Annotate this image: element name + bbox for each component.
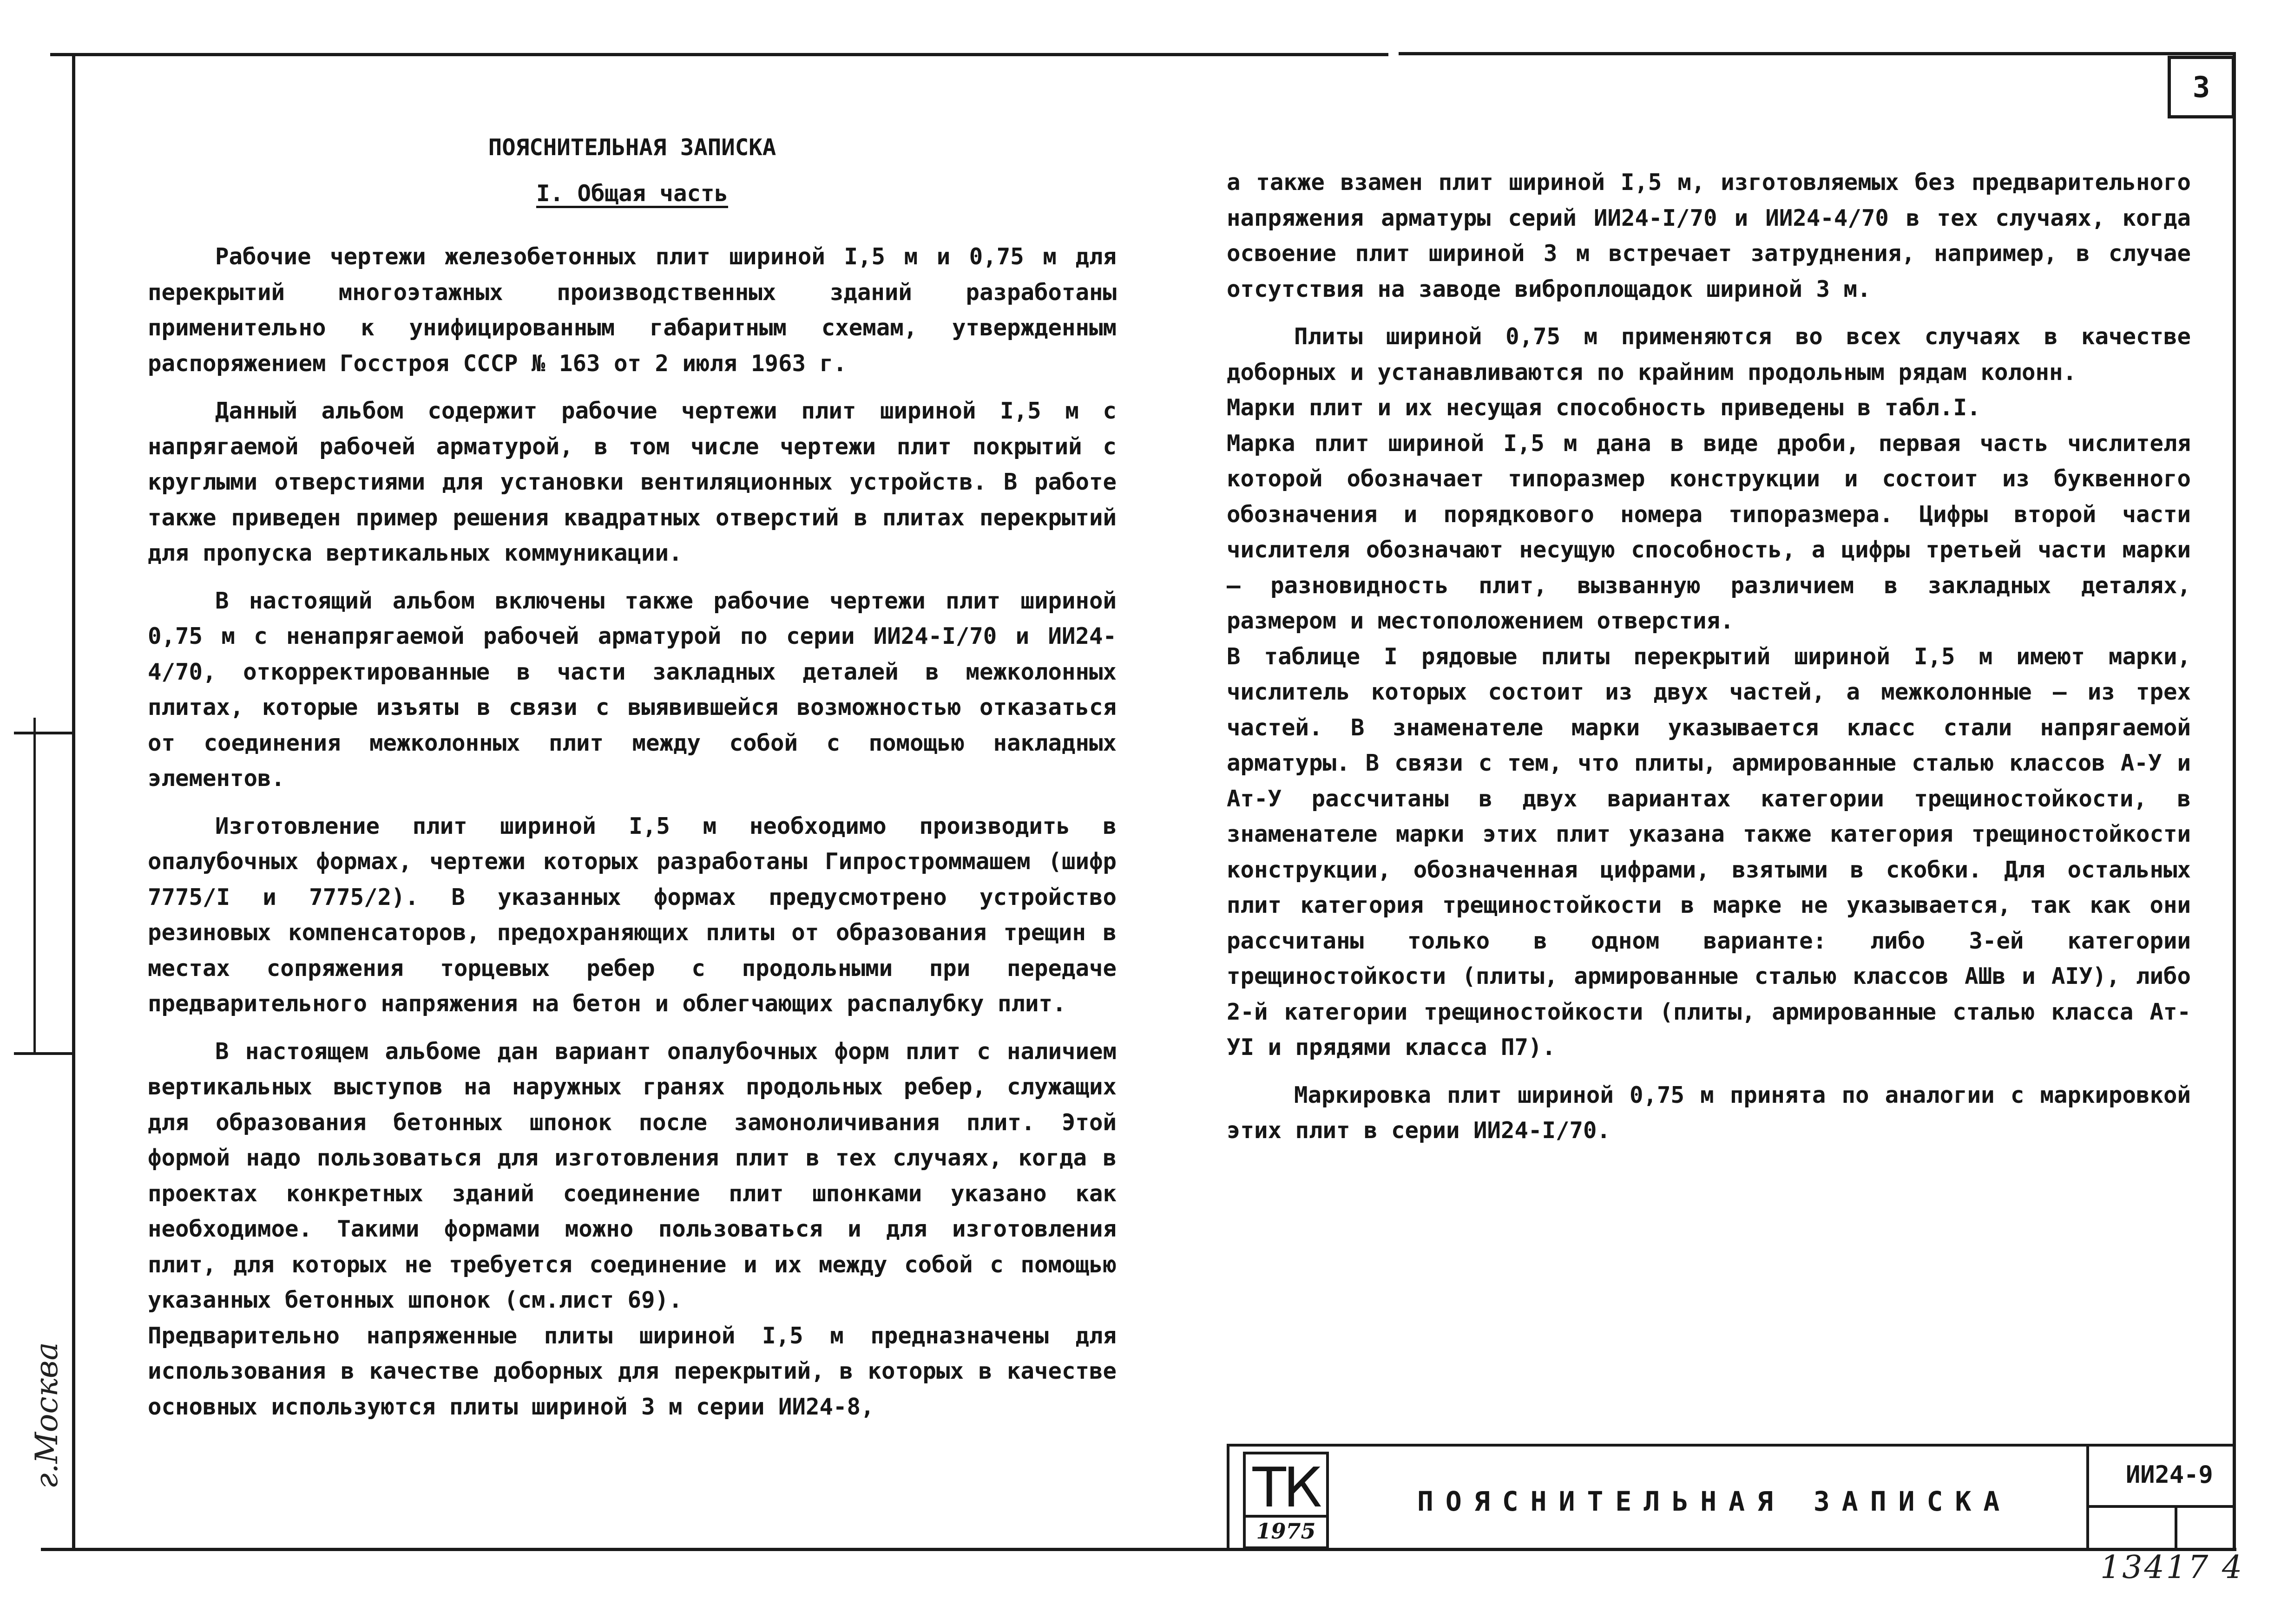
title-block-divider xyxy=(2086,1444,2089,1550)
logo-letters: ТК xyxy=(1252,1455,1320,1519)
margin-tick xyxy=(14,1052,74,1055)
paragraph: Данный альбом содержит рабочие чертежи плит шириной I,5 м с напрягаемой рабочей арматурой, в том числе чертежи плит покрытий с круглыми отверстиями для установки вентиляционных устройств. В работе также приведен пример решения квадратных отверстий в плитах перекрытий для пропуска вертикальных коммуникации. xyxy=(148,398,1117,566)
margin-tick xyxy=(14,732,74,734)
margin-tick xyxy=(33,718,36,1052)
left-column xyxy=(148,130,1117,1425)
paragraph: Марки плит и их несущая способность приведены в табл.I. xyxy=(1227,394,1981,421)
paragraph: Предварительно напряженные плиты шириной I,5 м предназначены для использования в качестве доборных для перекрытий, в которых в качестве основных используются плиты шириной 3 м серии ИИ24-8, xyxy=(148,1322,1117,1420)
frame-top-line-right xyxy=(1399,52,2235,55)
frame-left-line xyxy=(72,53,75,1551)
series-code: ИИ24-9 xyxy=(2126,1461,2213,1489)
paragraph: Рабочие чертежи железобетонных плит шириной I,5 м и 0,75 м для перекрытий многоэтажных производственных зданий разработаны применительно к унифицированным габаритным схемам, утвержденным распоряжением Госстроя СССР № 163 от 2 июля 1963 г. xyxy=(148,243,1117,377)
paragraph: В таблице I рядовые плиты перекрытий шириной I,5 м имеют марки, числитель которых состоит из двух частей, а межколонные – из трех частей. В знаменателе марки указывается класс стали напрягаемой арматуры. В связи с тем, что плиты, армированные сталью классов А-У и Ат-У рассчитаны в двух вариантах категории трещиностойкости, в знаменателе марки этих плит указана также категория трещиностойкости конструкции, обозначенная цифрами, взятыми в скобки. Для остальных плит категория трещиностойкости в марке не указывается, так как они рассчитаны только в одном варианте: либо 3-ей категории трещиностойкости (плиты, армированные сталью классов АШв и АIУ), либо 2-й категории трещиностойкости (плиты, армированные сталью класса Ат-УI и прядями класса П7). xyxy=(1227,643,2191,1061)
stamp-title: ПОЯСНИТЕЛЬНАЯ ЗАПИСКА xyxy=(1417,1486,2012,1517)
title-block-divider xyxy=(2086,1505,2236,1508)
tk-logo xyxy=(1243,1452,1329,1549)
frame-right-line xyxy=(2233,52,2236,1550)
frame-bottom-line xyxy=(41,1548,2236,1551)
paragraph: Маркировка плит шириной 0,75 м принята по аналогии с маркировкой этих плит в серии ИИ24-I/70. xyxy=(1227,1081,2191,1144)
title-block-left-line xyxy=(1227,1444,1229,1550)
page-title: ПОЯСНИТЕЛЬНАЯ ЗАПИСКА xyxy=(488,134,776,161)
paragraph: Изготовление плит шириной I,5 м необходимо производить в опалубочных формах, чертежи которых разработаны Гипростроммашем (шифр 7775/I и 7775/2). В указанных формах предусмотрено устройство резиновых компенсаторов, предохраняющих плиты от образования трещин в местах сопряжения торцевых ребер с продольными при передаче предварительного напряжения на бетон и облегчающих распалубку плит. xyxy=(148,812,1117,1017)
paragraph: Марка плит шириной I,5 м дана в виде дроби, первая часть числителя которой обозначает типоразмер конструкции и состоит из буквенного обозначения и порядкового номера типоразмера. Цифры второй части числителя обозначают несущую способность, а цифры третьей части марки – разновидность плит, вызванную различием в закладных деталях, размером и местоположением отверстия. xyxy=(1227,430,2191,634)
section-heading: I. Общая часть xyxy=(536,180,728,207)
margin-note: г.Москва xyxy=(29,1342,65,1489)
logo-year: 1975 xyxy=(1246,1515,1326,1546)
paragraph: В настоящем альбоме дан вариант опалубочных форм плит с наличием вертикальных выступов на наружных гранях продольных ребер, служащих для образования бетонных шпонок после замоноличивания плит. Этой формой надо пользоваться для изготовления плит в тех случаях, когда в проектах конкретных зданий соединение плит шпонками указано как необходимое. Такими формами можно пользоваться и для изготовления плит, для которых не требуется соединение и их между собой с помощью указанных бетонных шпонок (см.лист 69). xyxy=(148,1038,1117,1313)
right-column xyxy=(1227,165,2191,1161)
title-block-divider xyxy=(2175,1505,2177,1550)
paragraph: Плиты шириной 0,75 м применяются во всех случаях в качестве доборных и устанавливаются по крайним продольным рядам колонн. xyxy=(1227,323,2191,386)
title-block-top-line xyxy=(1227,1444,2236,1447)
sheet-number: 3 xyxy=(2168,56,2235,118)
frame-top-line xyxy=(50,53,1388,56)
paragraph: а также взамен плит шириной I,5 м, изготовляемых без предварительного напряжения арматуры серий ИИ24-I/70 и ИИ24-4/70 в тех случаях, когда освоение плит шириной 3 м встречает затруднения, например, в случае отсутствия на заводе виброплощадок шириной 3 м. xyxy=(1227,169,2191,302)
paragraph: В настоящий альбом включены также рабочие чертежи плит шириной 0,75 м с ненапрягаемой рабочей арматурой по серии ИИ24-I/70 и ИИ24-4/70, откорректированные в части закладных деталей в межколонных плитах, которые изъяты в связи с выявившейся возможностью отказаться от соединения межколонных плит между собой с помощью накладных элементов. xyxy=(148,587,1117,792)
bottom-note: 13417 4 xyxy=(2100,1549,2244,1586)
